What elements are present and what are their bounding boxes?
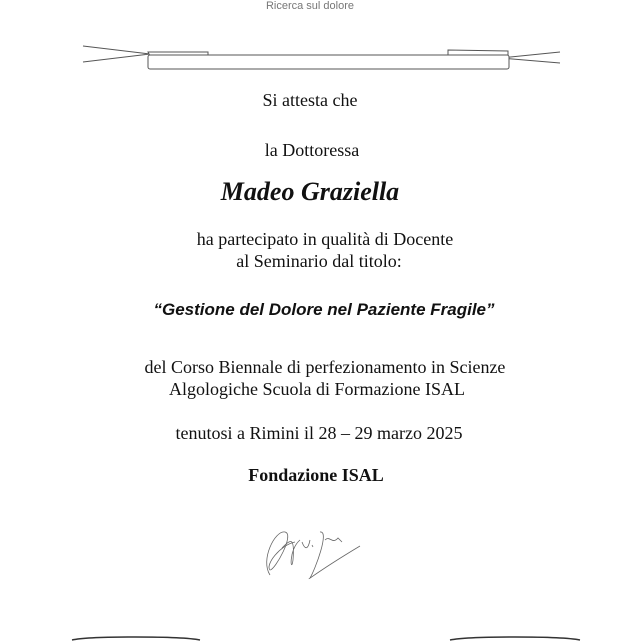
bottom-scroll-banner [0,632,640,644]
seminar-title: “Gestione del Dolore nel Paziente Fragile” [153,300,495,319]
recipient-name: Madeo Graziella [220,177,400,206]
course-line-2: Algologiche Scuola di Formazione ISAL [169,379,465,399]
attest-line: Si attesta che [262,90,358,110]
signature [260,520,380,590]
event-location-date: tenutosi a Rimini il 28 – 29 marzo 2025 [175,423,463,443]
top-scroll-banner [0,0,640,80]
header-subtitle: Ricerca sul dolore [265,0,355,12]
title-line: la Dottoressa [264,140,360,160]
seminar-intro: al Seminario dal titolo: [236,251,402,271]
role-line: ha partecipato in qualità di Docente [196,229,454,249]
course-line-1: del Corso Biennale di perfezionamento in Scienze [144,357,506,377]
issuer-name: Fondazione ISAL [248,465,384,485]
